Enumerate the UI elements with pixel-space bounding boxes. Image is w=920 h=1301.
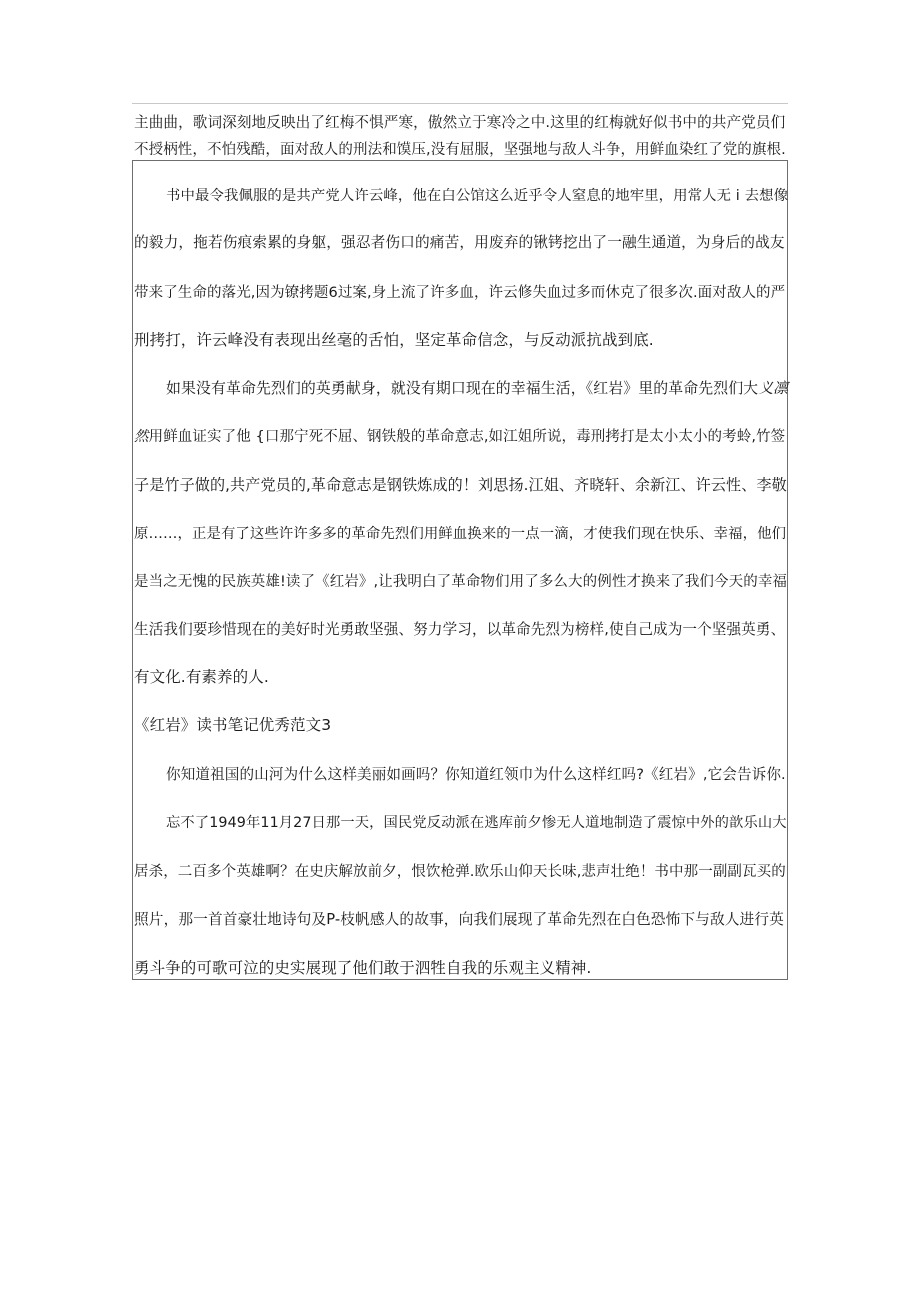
intro-line-1: 主曲曲，歌词深刻地反映出了红梅不惧严寒，傲然立于寒冷之中.这里的红梅就好似书中的共产党员们 bbox=[134, 114, 786, 131]
para1-line-3: 带来了生命的落光,因为镣拷题6过案,身上流了许多血，许云修失血过多而休克了很多次.面对敌人的严 bbox=[134, 285, 786, 301]
para2-line-1-text: 如果没有革命先烈们的英勇献身，就没有期口现在的幸福生活，《红岩》里的革命先烈们大 bbox=[166, 379, 759, 397]
para4-line-2: 居杀，二百多个英雄啊？在史庆解放前夕，恨饮枪弹.欧乐山仰天长味,悲声壮绝！书中那一副副瓦买的 bbox=[134, 864, 786, 880]
para2-line-4: 原……，正是有了这些许许多多的革命先烈们用鲜血换来的一点一滴，才使我们现在快乐、幸福，他们 bbox=[134, 526, 787, 542]
para2-line-7: 有文化.有素养的人. bbox=[134, 668, 269, 686]
para4-line-4: 勇斗争的可歌可泣的史实展现了他们敢于泗牲自我的乐观主义精神. bbox=[134, 959, 592, 977]
para1-line-1: 书中最令我佩服的是共产党人许云峰，他在白公馆这么近乎令人窒息的地牢里，用常人无 i 去想像 bbox=[166, 188, 789, 204]
para1-line-4: 刑拷打，许云峰没有表现出丝毫的舌怕，坚定革命信念，与反动派抗战到底. bbox=[134, 331, 654, 349]
para2-line-6: 生活我们要珍惜现在的美好时光勇敢坚强、努力学习，以革命先烈为榜样,使自己成为一个坚强英勇、 bbox=[134, 621, 786, 638]
para4-line-3: 照片，那一首首豪壮地诗句及P-枝帆感人的故事，向我们展现了革命先烈在白色恐怖下与敌人进行英 bbox=[134, 911, 784, 928]
para4-line-1: 忘不了1949年11月27日那一天，国民党反动派在逃库前夕惨无人道地制造了震惊中外的歆乐山大 bbox=[166, 815, 787, 831]
para2-line-1 bbox=[166, 378, 788, 398]
para3-line-1: 你知道祖国的山河为什么这样美丽如画吗？你知道红领巾为什么这样红吗?《红岩》,它会告诉你. bbox=[166, 766, 786, 783]
para2-line-2-text: 用鲜血证实了他 {口那宁死不屈、钢铁般的革命意志,如江姐所说，毒刑拷打是太小太小的考蛉,竹签 bbox=[148, 429, 786, 445]
para2-line-2 bbox=[134, 427, 785, 447]
para2-line-2-italic: 然 bbox=[134, 429, 149, 445]
intro-line-2: 不授柄性，不怕残酷，面对敌人的刑法和馍压,没有屈服，坚强地与敌人斗争，用鲜血染红了党的旗根. bbox=[134, 142, 786, 158]
section-title: 《红岩》读书笔记优秀范文3 bbox=[134, 716, 332, 734]
para2-line-3: 子是竹子做的,共产党员的,革命意志是钢铁炼成的！刘思扬.江姐、齐晓轩、余新江、许云性、李敬 bbox=[134, 476, 787, 494]
para2-line-1-italic: 义凛 bbox=[758, 379, 789, 397]
para1-line-2: 的毅力，拖若伤痕索累的身躯，强忍者伤口的痛苦，用废弃的锹铐挖出了一融生通道，为身后的战友 bbox=[134, 234, 785, 251]
top-rule bbox=[132, 103, 788, 104]
para2-line-5: 是当之无愧的民族英雄!读了《红岩》,让我明白了革命物们用了多么大的例性才换来了我们今天的幸福 bbox=[134, 574, 788, 590]
